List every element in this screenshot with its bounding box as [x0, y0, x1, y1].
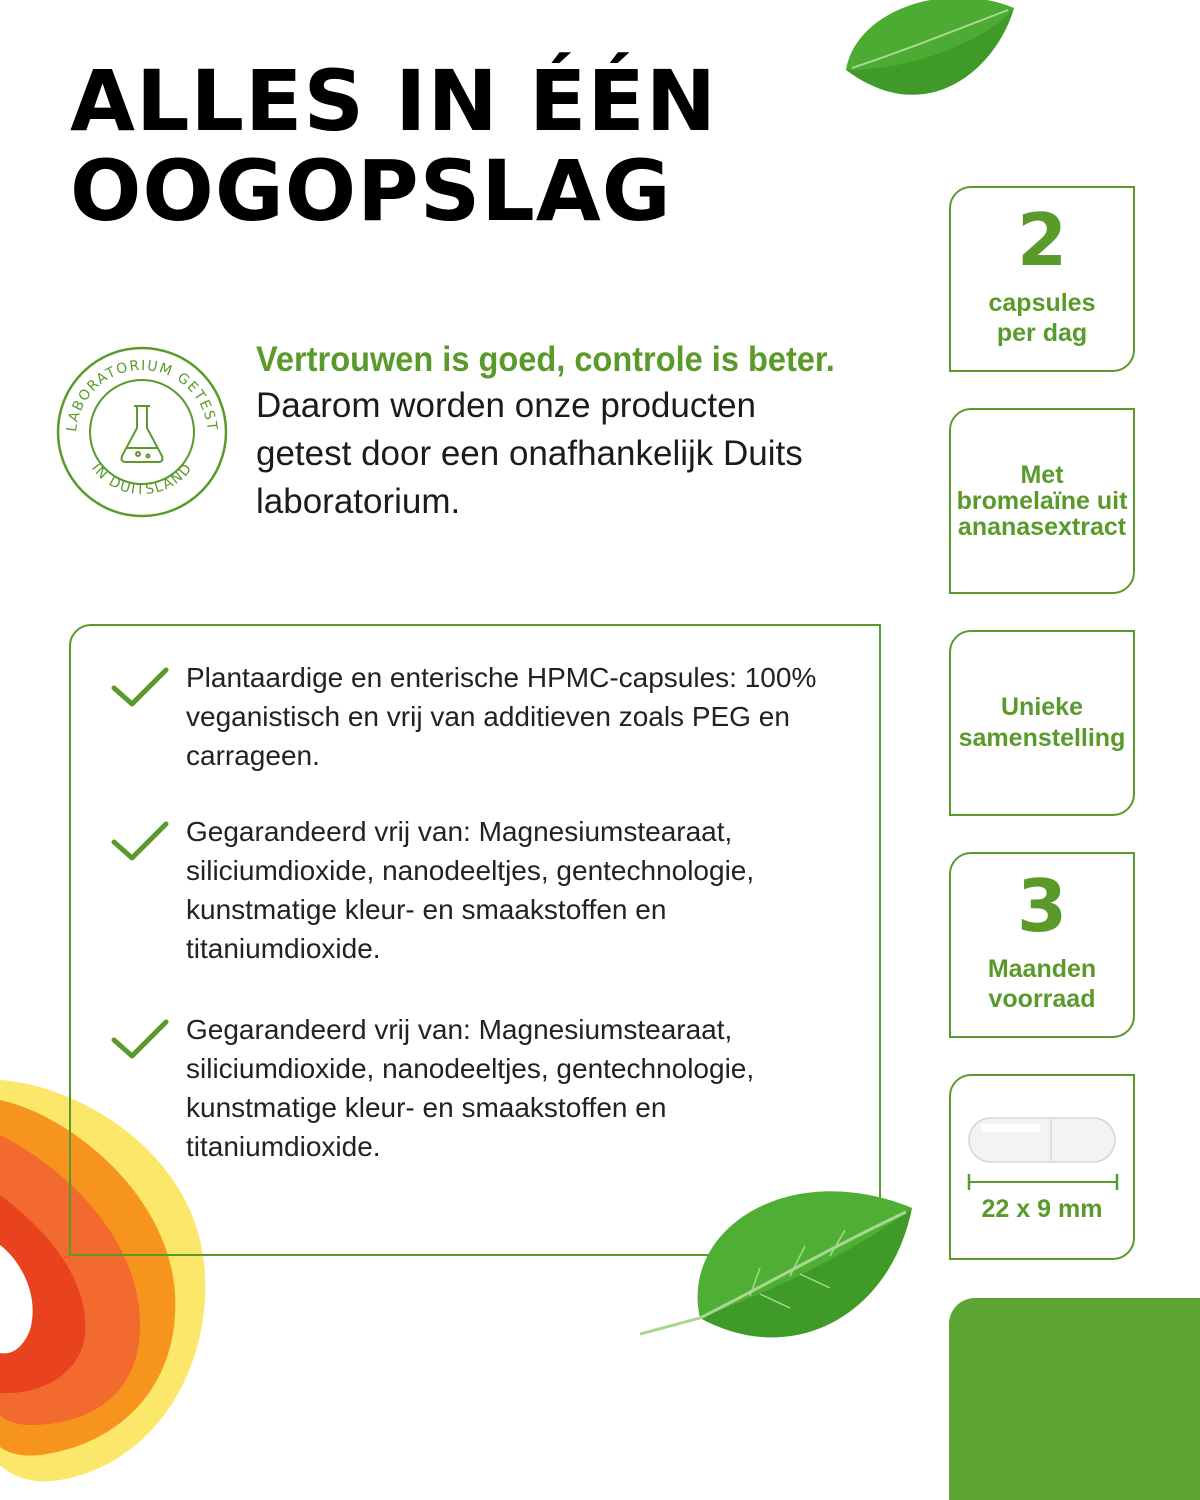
bromelain-line-2: bromelaïne uit [956, 487, 1128, 515]
supply-number: 3 [1016, 864, 1068, 948]
supply-line-2: voorraad [988, 985, 1096, 1013]
tagline [256, 338, 916, 526]
leaf-bottom-icon [640, 1168, 916, 1358]
feature-3-line-4: titaniumdioxide. [186, 1131, 381, 1162]
checkmark-icon [110, 818, 170, 864]
dosage-line-1: capsules [988, 289, 1096, 317]
capsule-size-label: 22 x 9 mm [981, 1195, 1103, 1223]
seal-bottom-text: IN DUITSLAND [88, 460, 196, 499]
tagline-body-line-1: Daarom worden onze producten [256, 386, 757, 425]
dosage-line-2: per dag [996, 319, 1088, 347]
feature-1-line-2: veganistisch en vrij van additieven zoals PEG en [186, 701, 790, 732]
bromelain-line-3: ananasextract [957, 513, 1127, 541]
tagline-body-line-3: laboratorium. [256, 482, 461, 521]
checkmark-icon [110, 1016, 170, 1062]
supply-line-1: Maanden [987, 955, 1097, 983]
checkmark-icon [110, 664, 170, 710]
feature-3-line-3: kunstmatige kleur- en smaakstoffen en [186, 1092, 667, 1123]
unique-line-2: samenstelling [958, 724, 1126, 752]
lab-tested-seal [54, 344, 230, 520]
card-capsule-size [949, 1074, 1135, 1260]
dosage-number: 2 [1016, 198, 1068, 282]
card-unique-composition [949, 630, 1135, 816]
tagline-body-line-2: getest door een onafhankelijk Duits [256, 434, 803, 473]
green-accent-block [949, 1298, 1200, 1500]
feature-3-line-1: Gegarandeerd vrij van: Magnesiumstearaat, [186, 1014, 733, 1045]
title-line-2: OOGOPSLAG [70, 142, 672, 240]
leaf-top-right-icon [836, 0, 1016, 122]
card-supply [949, 852, 1135, 1038]
feature-2-line-3: kunstmatige kleur- en smaakstoffen en [186, 894, 667, 925]
title-line-1: ALLES IN ÉÉN [70, 52, 718, 150]
feature-2-line-1: Gegarandeerd vrij van: Magnesiumstearaat, [186, 816, 733, 847]
svg-text:IN DUITSLAND [88, 460, 196, 498]
tagline-headline: Vertrouwen is goed, controle is beter. [256, 340, 835, 379]
seal-top-text: LABORATORIUM GETEST [64, 357, 220, 433]
feature-3-line-2: siliciumdioxide, nanodeeltjes, gentechnologie, [186, 1053, 755, 1084]
feature-1-line-1: Plantaardige en enterische HPMC-capsules: 100% [186, 662, 817, 693]
feature-2-line-4: titaniumdioxide. [186, 933, 381, 964]
feature-2-line-2: siliciumdioxide, nanodeeltjes, gentechnologie, [186, 855, 755, 886]
unique-line-1: Unieke [1001, 693, 1083, 721]
bromelain-line-1: Met [1020, 461, 1064, 489]
flask-icon [122, 406, 163, 462]
dimension-line-icon [967, 1172, 1119, 1192]
page-title [70, 52, 830, 240]
capsule-icon [967, 1112, 1117, 1168]
card-bromelain [949, 408, 1135, 594]
card-dosage [949, 186, 1135, 372]
feature-1-line-3: carrageen. [186, 740, 320, 771]
